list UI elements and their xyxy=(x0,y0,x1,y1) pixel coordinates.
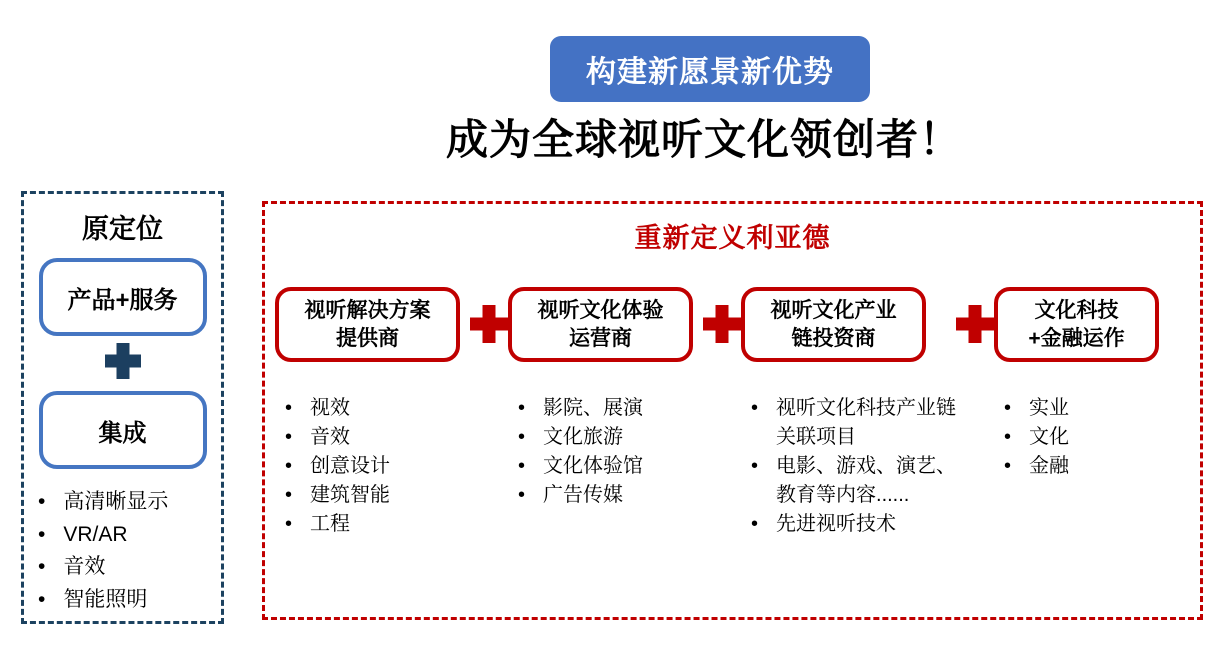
box-culture-tech-finance xyxy=(994,287,1159,362)
left-box-label: 集成 xyxy=(98,419,147,447)
list-item: • 建筑智能 xyxy=(275,481,470,510)
list-item: • 工程 xyxy=(275,510,470,539)
left-box-product-service xyxy=(39,258,207,336)
columns-row xyxy=(265,287,1200,539)
bullet-list xyxy=(741,394,956,539)
plus-icon xyxy=(703,305,741,343)
left-panel-original-positioning xyxy=(21,191,224,624)
box-label-line: 视听文化产业 xyxy=(770,299,897,323)
plus-slot xyxy=(470,305,508,343)
box-label-line: 视听解决方案 xyxy=(304,299,431,323)
list-item: • 实业 xyxy=(994,394,1164,423)
column-culture-tech-finance xyxy=(994,287,1164,481)
list-item: • 音效 xyxy=(28,551,221,584)
list-item: • 文化体验馆 xyxy=(508,452,703,481)
box-av-culture-experience-operator xyxy=(508,287,693,362)
list-item: • VR/AR xyxy=(28,519,221,552)
box-label-line: 链投资商 xyxy=(791,326,876,350)
list-item: • 文化 xyxy=(994,423,1164,452)
list-item: • 影院、展演 xyxy=(508,394,703,423)
box-av-solution-provider xyxy=(275,287,460,362)
bullet-list xyxy=(275,394,470,539)
left-bullet-list xyxy=(24,486,221,616)
list-item: • 智能照明 xyxy=(28,584,221,617)
page-title: 成为全球视听文化领创者！ xyxy=(445,116,963,163)
left-box-integration xyxy=(39,391,207,469)
box-label-line: +金融运作 xyxy=(1028,326,1125,350)
plus-icon xyxy=(470,305,508,343)
plus-slot xyxy=(956,305,994,343)
bullet-list xyxy=(508,394,703,510)
list-item: • 先进视听技术 xyxy=(741,510,956,539)
list-item: • 视效 xyxy=(275,394,470,423)
list-item: • 文化旅游 xyxy=(508,423,703,452)
box-label-line: 文化科技 xyxy=(1034,299,1119,323)
box-label-line: 提供商 xyxy=(336,326,399,350)
list-item: • 创意设计 xyxy=(275,452,470,481)
header-badge-label: 构建新愿景新优势 xyxy=(586,56,834,89)
list-item: • 高清晰显示 xyxy=(28,486,221,519)
column-av-solution-provider xyxy=(275,287,470,539)
column-av-culture-industry-chain-investor xyxy=(741,287,956,539)
header-badge xyxy=(550,36,870,102)
box-label-line: 视听文化体验 xyxy=(537,299,664,323)
left-panel-title: 原定位 xyxy=(82,214,163,244)
list-item: • 电影、游戏、演艺、教育等内容...... xyxy=(741,452,956,510)
list-item: • 音效 xyxy=(275,423,470,452)
right-panel-redefine xyxy=(262,201,1203,620)
left-box-label: 产品+服务 xyxy=(67,286,178,314)
list-item: • 广告传媒 xyxy=(508,481,703,510)
plus-icon xyxy=(956,305,994,343)
plus-slot xyxy=(703,305,741,343)
list-item: • 视听文化科技产业链关联项目 xyxy=(741,394,956,452)
column-av-culture-experience-operator xyxy=(508,287,703,510)
box-av-culture-industry-chain-investor xyxy=(741,287,926,362)
box-label-line: 运营商 xyxy=(569,326,632,350)
plus-icon xyxy=(105,343,141,379)
bullet-list xyxy=(994,394,1164,481)
list-item: • 金融 xyxy=(994,452,1164,481)
right-panel-title: 重新定义利亚德 xyxy=(634,223,831,253)
